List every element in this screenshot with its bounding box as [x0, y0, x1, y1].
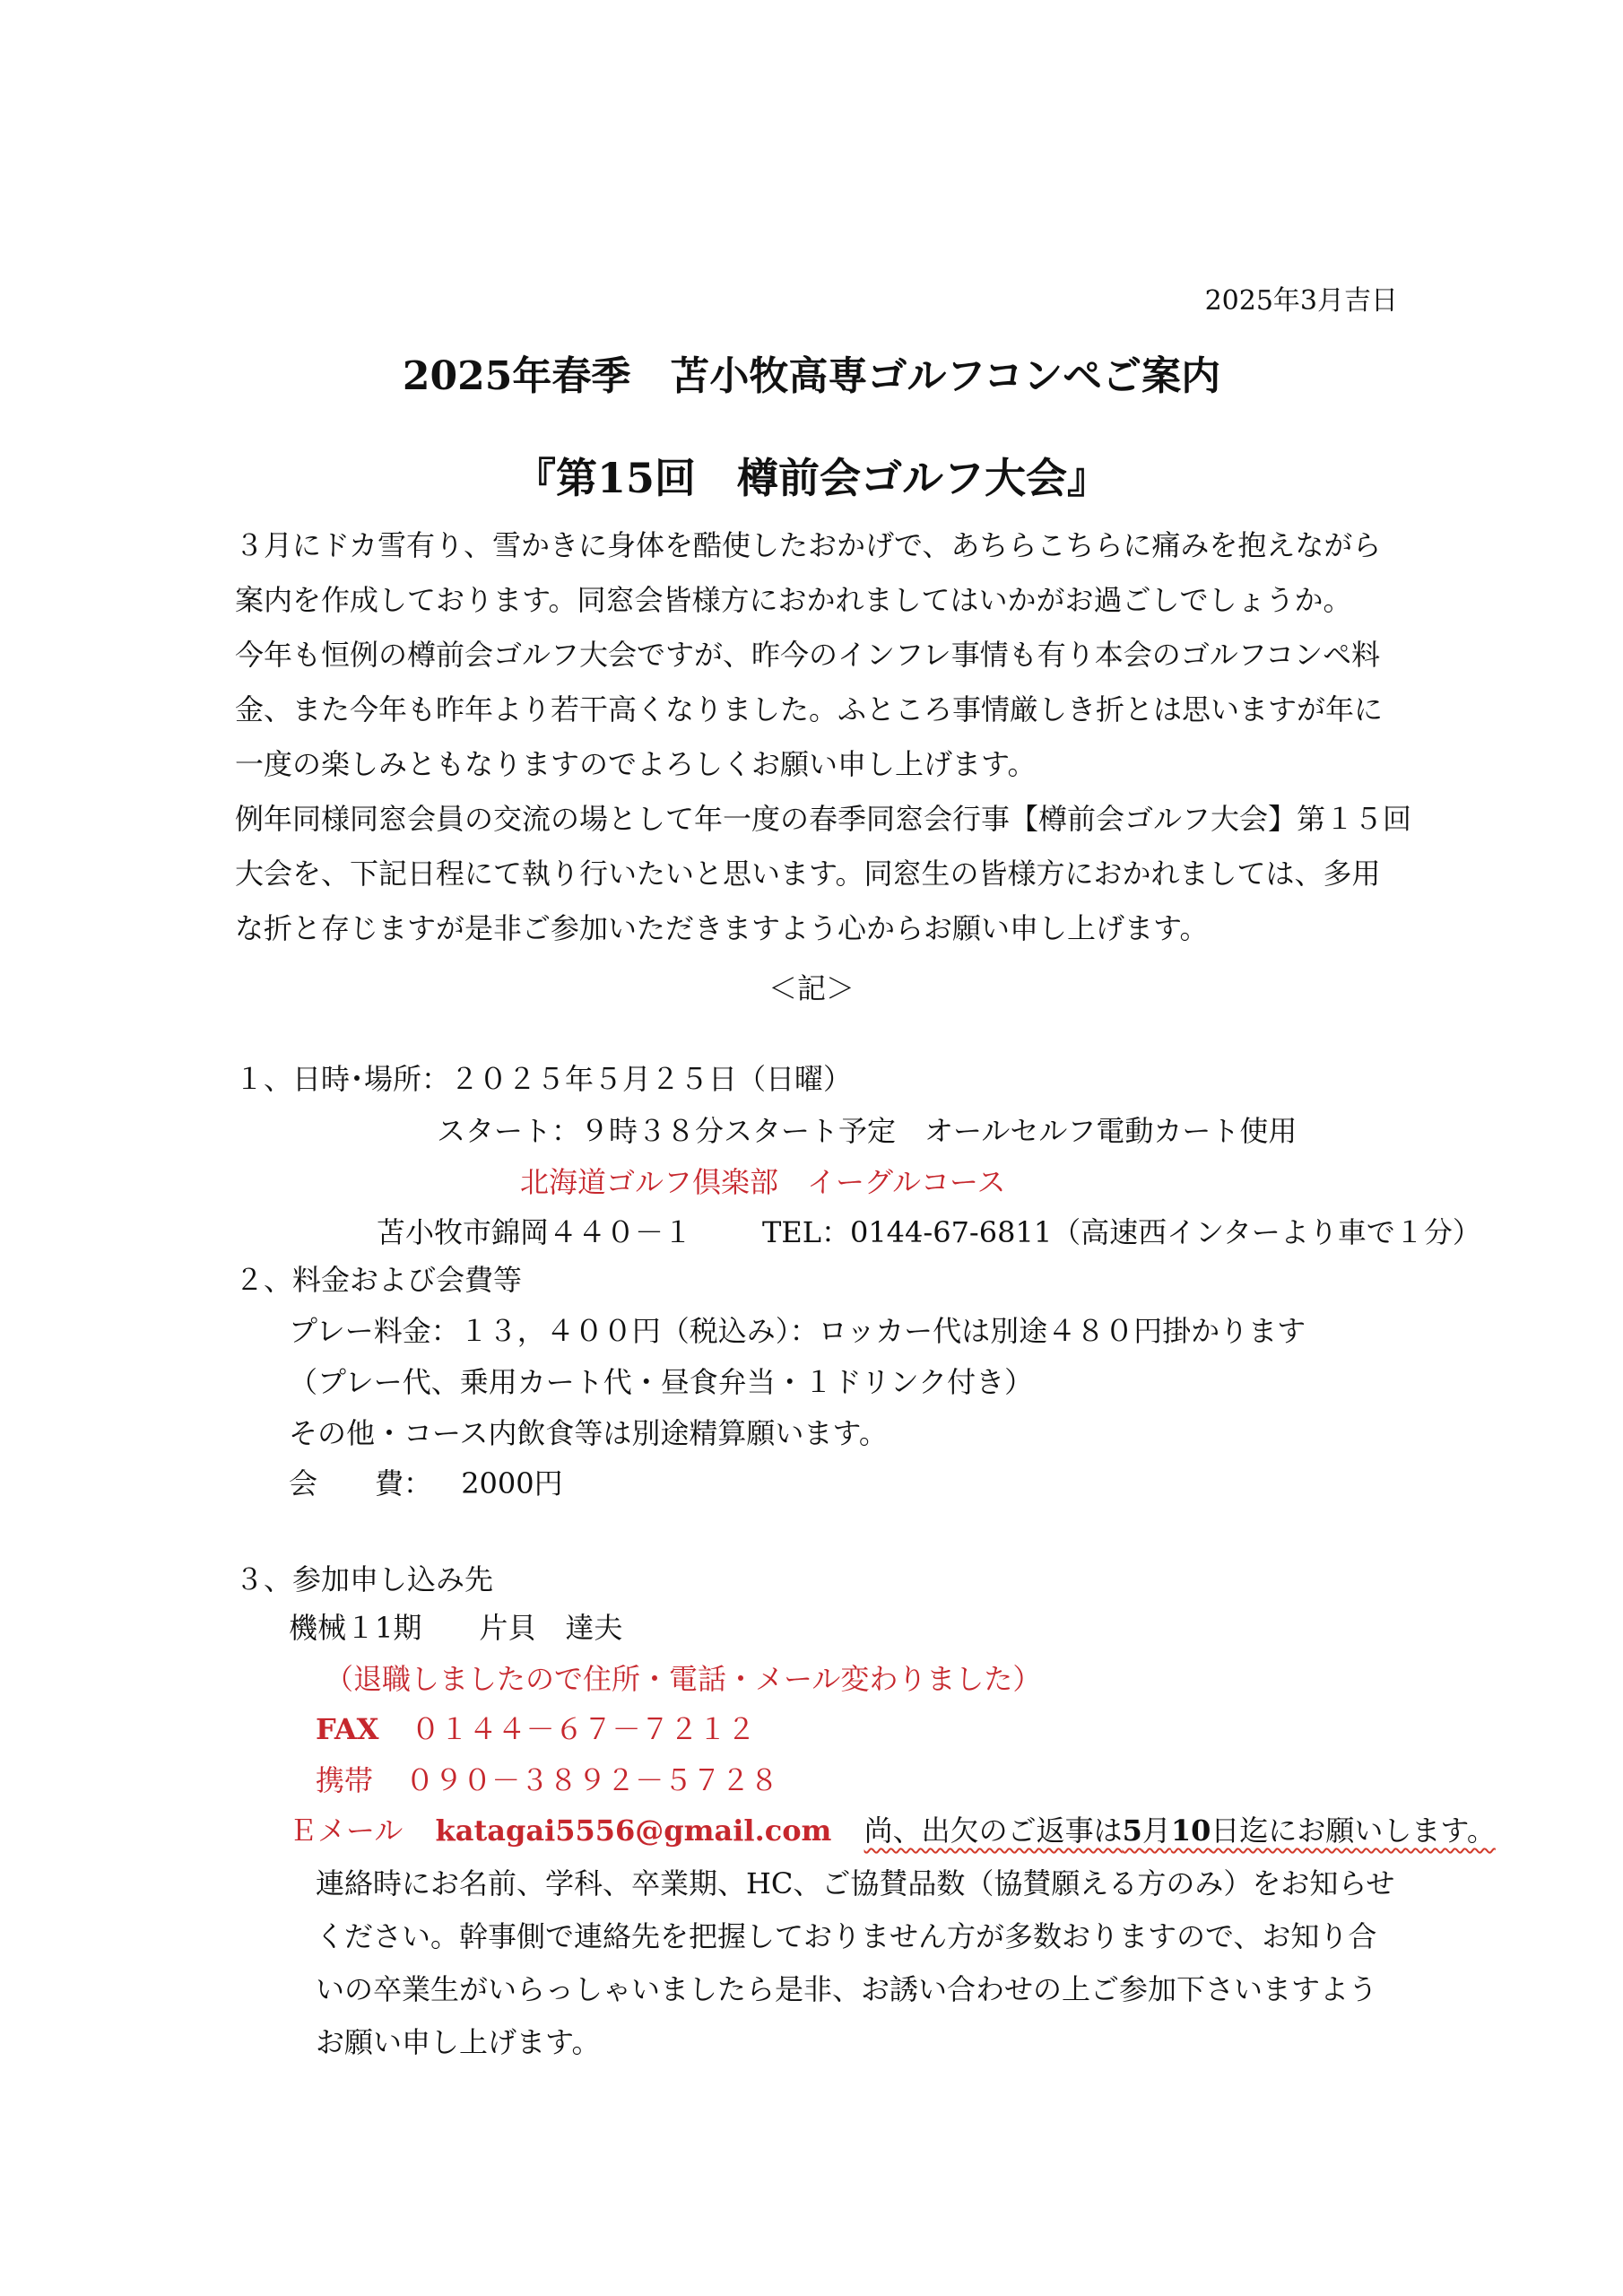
document-date: 2025年3月吉日: [1204, 285, 1398, 317]
item1-tel: TEL：0144-67-6811（高速西インターより車で１分）: [762, 1215, 1481, 1249]
closing-line: 連絡時にお名前、学科、卒業期、HC、ご協賛品数（協賛願える方のみ）をお知らせ: [316, 1866, 1395, 1900]
closing-paragraph: [316, 1857, 1394, 2069]
intro-line: ３月にドカ雪有り、雪かきに身体を酷使したおかげで、あちらこちらに痛みを抱えながら: [235, 528, 1382, 562]
item3-heading: ３、参加申し込み先: [235, 1562, 494, 1596]
item2-other: その他・コース内飲食等は別途精算願います。: [289, 1416, 888, 1450]
intro-line: 例年同様同窓会員の交流の場として年一度の春季同窓会行事【樽前会ゴルフ大会】第１５回: [235, 802, 1412, 836]
item1-start: スタート：９時３８分スタート予定 オールセルフ電動カート使用: [437, 1114, 1298, 1148]
item2-fee: プレー料金：１３，４００円（税込み）：ロッカー代は別途４８０円掛かります: [289, 1314, 1306, 1348]
intro-line: 金、また今年も昨年より若干高くなりました。ふところ事情厳しき折とは思いますが年に: [235, 692, 1384, 726]
item3-contact-name: 機械１1期 片貝 達夫: [289, 1611, 623, 1645]
email-label: Ｅメール: [289, 1813, 404, 1848]
email-link[interactable]: katagai5556@gmail.com: [435, 1813, 832, 1848]
intro-line: な折と存じますが是非ご参加いただきますよう心からお願い申し上げます。: [235, 911, 1209, 945]
main-title: 2025年春季 苫小牧高専ゴルフコンペご案内: [402, 353, 1221, 399]
item3-fax: [316, 1707, 756, 1748]
fax-value: ０１４４－６７－７２１２: [411, 1712, 756, 1746]
item1-heading: １、日時･場所：２０２５年５月２５日（日曜）: [235, 1062, 853, 1096]
intro-paragraph: [235, 518, 1412, 956]
reply-mid: 月: [1141, 1813, 1171, 1848]
item3-mobile: [316, 1758, 778, 1799]
kaihi-value: 2000円: [461, 1466, 563, 1500]
mobile-value: ０９０－３８９２－５７２８: [405, 1763, 779, 1797]
item2-fee-note: （プレー代、乗用カート代・昼食弁当・１ドリンク付き）: [289, 1365, 1034, 1399]
item3-email-row: [289, 1808, 1496, 1849]
intro-line: 今年も恒例の樽前会ゴルフ大会ですが、昨今のインフレ事情も有り本会のゴルフコンペ料: [235, 638, 1381, 672]
mobile-label: 携帯: [316, 1763, 374, 1797]
intro-line: 案内を作成しております。同窓会皆様方におかれましてはいかがお過ごしでしょうか。: [235, 583, 1352, 617]
ki-heading: ＜記＞: [768, 971, 855, 1005]
fax-label: FAX: [316, 1712, 379, 1746]
reply-day: 10: [1170, 1813, 1211, 1848]
intro-line: 一度の楽しみともなりますのでよろしくお願い申し上げます。: [235, 747, 1037, 781]
reply-post: 日迄にお願いします。: [1211, 1813, 1496, 1848]
sub-title: 『第15回 樽前会ゴルフ大会』: [514, 454, 1108, 502]
intro-line: 大会を、下記日程にて執り行いたいと思います。同窓生の皆様方におかれましては、多用: [235, 857, 1381, 891]
reply-month: 5: [1122, 1813, 1142, 1848]
reply-deadline: [864, 1813, 1496, 1848]
item2-heading: ２、料金および会費等: [235, 1263, 523, 1297]
closing-line: お願い申し上げます。: [316, 2025, 601, 2059]
item2-kaihi: [289, 1461, 563, 1502]
kaihi-label: 会 費：: [289, 1466, 433, 1500]
reply-pre: 尚、出欠のご返事は: [864, 1813, 1123, 1848]
closing-line: ください。幹事側で連絡先を把握しておりません方が多数おりますので、お知り合: [316, 1919, 1377, 1953]
item3-notice: （退職しましたので住所・電話・メール変わりました）: [325, 1662, 1042, 1696]
item1-address: 苫小牧市錦岡４４０－１: [377, 1215, 693, 1249]
closing-line: いの卒業生がいらっしゃいましたら是非、お誘い合わせの上ご参加下さいますよう: [316, 1972, 1378, 2006]
item1-venue: 北海道ゴルフ倶楽部 イーグルコース: [520, 1165, 1006, 1199]
